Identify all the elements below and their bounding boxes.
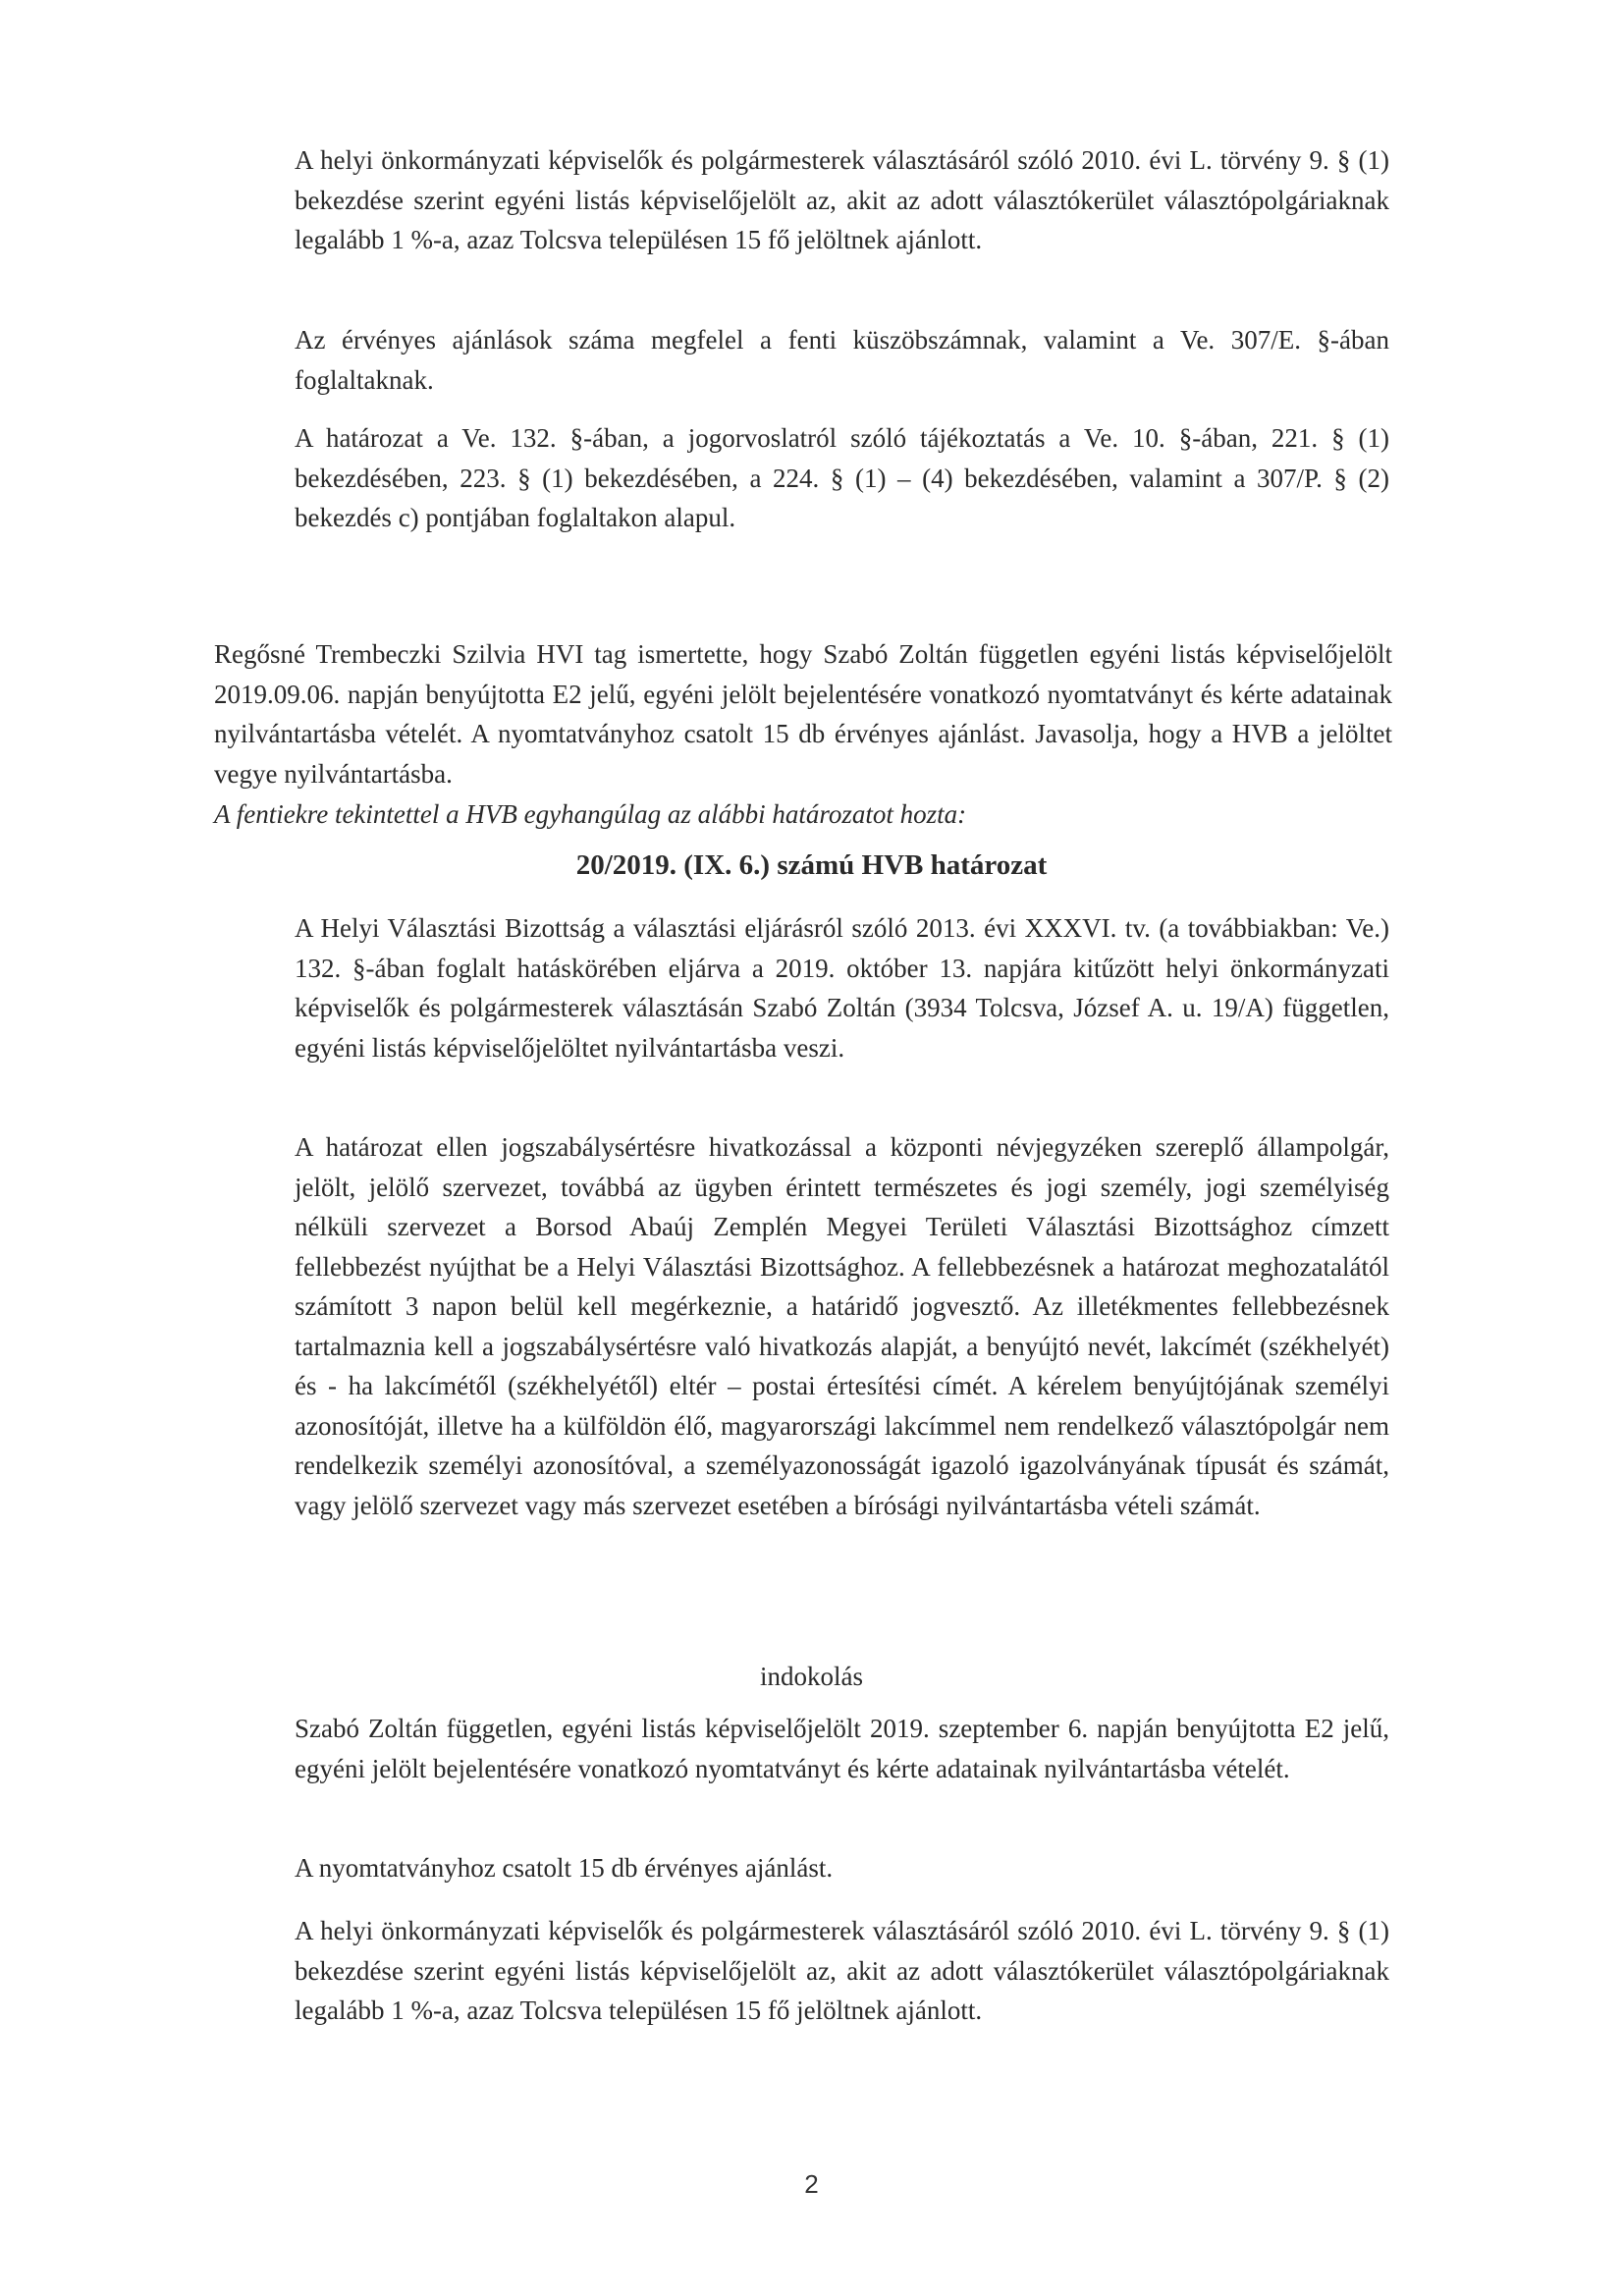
paragraph-reasoning-recommendations: A nyomtatványhoz csatolt 15 db érvényes ajánlást. [295,1853,834,1883]
paragraph-hvi-report: Regősné Trembeczki Szilvia HVI tag ismertette, hogy Szabó Zoltán független egyéni listás képviselőjelölt 2019.09.06. napján benyújtotta E2 jelű, egyéni jelölt bejelentésére vonatkozó nyomtatványt és kérte adatainak nyilvántartásba vételét. A nyomtatványhoz csatolt 15 db érvényes ajánlást. Javasolja, hogy a HVB a jelöltet vegye nyilvántartásba. [214,639,1392,789]
paragraph-candidate-threshold: A helyi önkormányzati képviselők és polgármesterek választásáról szóló 2010. évi L. törvény 9. § (1) bekezdése szerint egyéni listás képviselőjelölt az, akit az adott választókerület választópolgáriaknak legalább 1 %-a, azaz Tolcsva településen 15 fő jelöltnek ajánlott. [295,145,1389,254]
paragraph-resolution-body: A Helyi Választási Bizottság a választási eljárásról szóló 2013. évi XXXVI. tv. (a továbbiakban: Ve.) 132. §-ában foglalt hatáskörében eljárva a 2019. október 13. napjára kitűzött helyi önkormányzati képviselők és polgármesterek választásán Szabó Zoltán (3934 Tolcsva, József A. u. 19/A) független, egyéni listás képviselőjelöltet nyilvántartásba veszi. [295,913,1389,1063]
paragraph-valid-recommendations: Az érvényes ajánlások száma megfelel a fenti küszöbszámnak, valamint a Ve. 307/E. §-ában foglaltaknak. [295,325,1389,395]
decision-intro: A fentiekre tekintettel a HVB egyhangúlag az alábbi határozatot hozta: [214,799,967,829]
paragraph-legal-basis: A határozat a Ve. 132. §-ában, a jogorvoslatról szóló tájékoztatás a Ve. 10. §-ában, 221. § (1) bekezdésében, 223. § (1) bekezdésében, a 224. § (1) – (4) bekezdésében, valamint a 307/P. § (2) bekezdés c) pontjában foglaltakon alapul. [295,423,1389,532]
reasoning-title: indokolás [760,1662,863,1691]
page-number: 2 [804,2169,819,2199]
resolution-title: 20/2019. (IX. 6.) számú HVB határozat [575,849,1048,881]
paragraph-appeal-info: A határozat ellen jogszabálysértésre hivatkozással a központi névjegyzéken szereplő állampolgár, jelölt, jelölő szervezet, továbbá az ügyben érintett természetes és jogi személy, jogi személyiség nélküli szervezet a Borsod Abaúj Zemplén Megyei Területi Választási Bizottsághoz címzett fellebbezést nyújthat be a Helyi Választási Bizottsághoz. A fellebbezésnek a határozat meghozatalától számított 3 napon belül kell megérkeznie, a határidő jogvesztő. Az illetékmentes fellebbezésnek tartalmaznia kell a jogszabálysértésre való hivatkozás alapját, a benyújtó nevét, lakcímét (székhelyét) és - ha lakcímétől (székhelyétől) eltér – postai értesítési címét. A kérelem benyújtójának személyi azonosítóját, illetve ha a külföldön élő, magyarországi lakcímmel nem rendelkező választópolgár nem rendelkezik személyi azonosítóval, a személyazonosságát igazoló igazolványának típusát és számát, vagy jelölő szervezet vagy más szervezet esetében a bírósági nyilvántartásba vételi számát. [295,1132,1389,1520]
paragraph-reasoning-submission: Szabó Zoltán független, egyéni listás képviselőjelölt 2019. szeptember 6. napján benyújtotta E2 jelű, egyéni jelölt bejelentésére vonatkozó nyomtatványt és kérte adatainak nyilvántartásba vételét. [295,1714,1389,1783]
paragraph-reasoning-threshold: A helyi önkormányzati képviselők és polgármesterek választásáról szóló 2010. évi L. törvény 9. § (1) bekezdése szerint egyéni listás képviselőjelölt az, akit az adott választókerület választópolgáriaknak legalább 1 %-a, azaz Tolcsva településen 15 fő jelöltnek ajánlott. [295,1916,1389,2025]
